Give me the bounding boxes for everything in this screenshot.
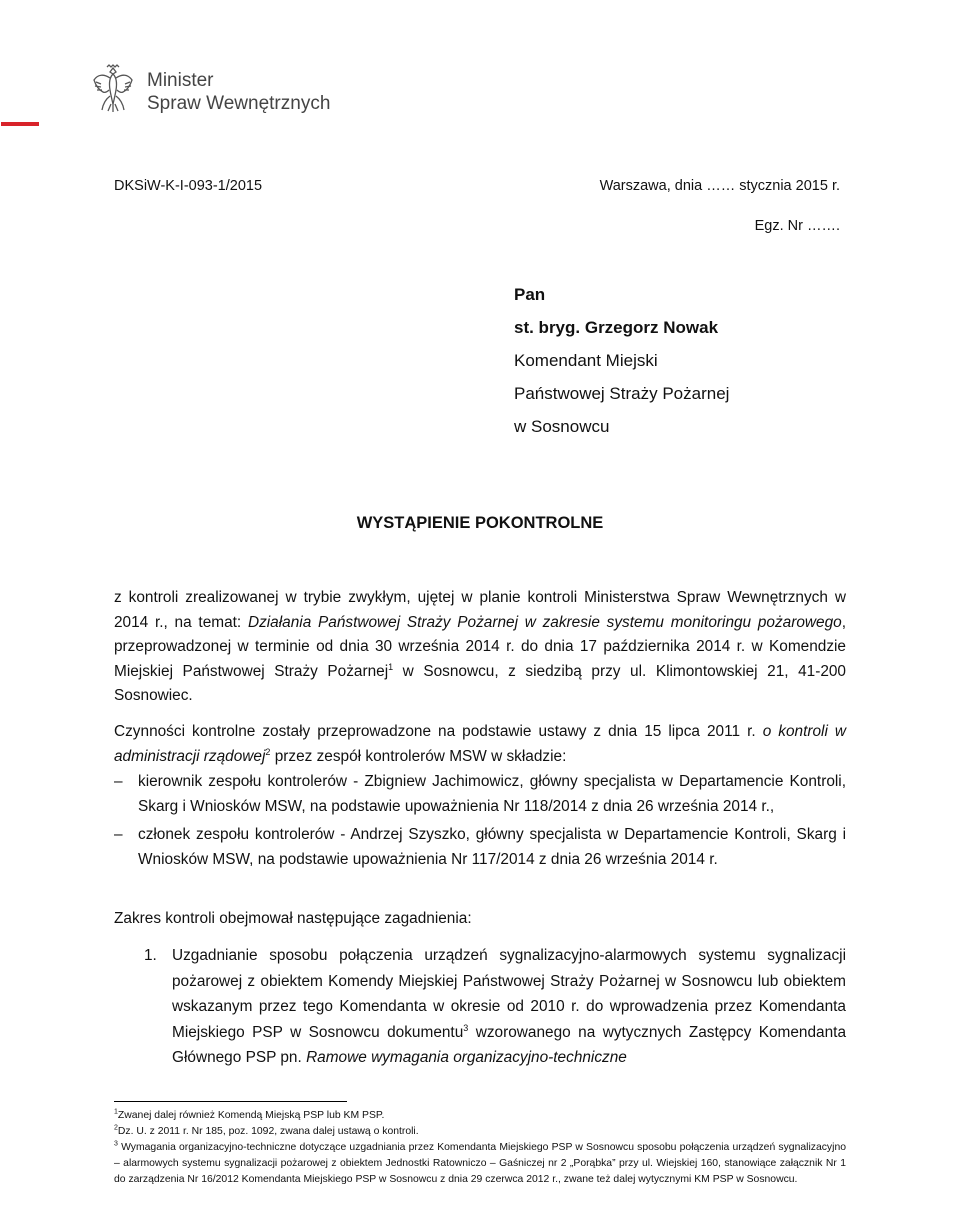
- list-item: [114, 770, 846, 819]
- legal-basis-paragraph: [114, 720, 846, 769]
- eagle-emblem-icon: [92, 64, 134, 114]
- scope-text-b: wzorowanego na wytycznych Zastępcy Komendanta Głównego PSP pn.: [172, 1023, 846, 1066]
- legal-text-b: przez zespół kontrolerów MSW w składzie:: [270, 747, 567, 765]
- list-bullet: –: [114, 773, 123, 790]
- scope-item-text: [172, 943, 846, 1071]
- document-date: Warszawa, dnia …… stycznia 2015 r.: [599, 178, 840, 194]
- recipient-name: st. bryg. Grzegorz Nowak: [514, 318, 719, 337]
- recipient-salutation: Pan: [514, 285, 546, 304]
- scope-item-number: 1.: [144, 947, 157, 964]
- intro-text-b: , przeprowadzonej w terminie od dnia 30 września 2014 r. do dnia 17 października 2014 r. w Komendzie Miejskiej Państwowej Straży Pożarnej: [114, 613, 846, 680]
- recipient-position: Komendant Miejski: [514, 351, 658, 370]
- recipient-address: [514, 284, 729, 449]
- footnotes: [114, 1108, 846, 1188]
- ministry-name: [147, 69, 330, 115]
- logo-line-2: Spraw Wewnętrznych: [147, 93, 331, 114]
- intro-text-a: z kontroli zrealizowanej w trybie zwykłym, ujętej w planie kontroli Ministerstwa Spraw Wewnętrznych w 2014 r., na temat:: [114, 589, 846, 631]
- legal-text-a: Czynności kontrolne zostały przeprowadzone na podstawie ustawy z dnia 15 lipca 2011 r.: [114, 723, 756, 740]
- intro-paragraph: [114, 586, 846, 709]
- logo-line-1: Minister: [147, 70, 214, 91]
- document-reference: DKSiW-K-I-093-1/2015: [114, 178, 263, 194]
- document-title: WYSTĄPIENIE POKONTROLNE: [356, 514, 604, 532]
- footnote-ref-3: 3: [463, 1022, 469, 1033]
- intro-topic: Działania Państwowej Straży Pożarnej w zakresie systemu monitoringu pożarowego: [247, 613, 842, 631]
- recipient-institution: Państwowej Straży Pożarnej: [514, 384, 730, 403]
- scope-text-italic: Ramowe wymagania organizacyjno-techniczne: [306, 1049, 627, 1066]
- scope-text-a: Uzgadnianie sposobu połączenia urządzeń sygnalizacyjno-alarmowych systemu sygnalizacji pożarowej z obiektem Komendy Miejskiej Państwowej Straży Pożarnej w Sosnowcu lub obiektem wskazanym przez tego Komendanta w okresie od 2010 r. do wprowadzenia przez Komendanta Miejskiego PSP w Sosnowcu dokumentu: [172, 947, 846, 1041]
- list-bullet: –: [114, 826, 123, 843]
- logo-red-bar: [1, 122, 39, 126]
- list-item-text: członek zespołu kontrolerów - Andrzej Szyszko, główny specjalista w Departamencie Kontroli, Skarg i Wniosków MSW, na podstawie upoważnienia Nr 117/2014 z dnia 26 września 2014 r.: [138, 826, 846, 868]
- footnote-ref-2: 2: [265, 746, 271, 757]
- ministry-logo: [92, 64, 352, 128]
- footnote-number: 3: [114, 1140, 118, 1148]
- footnote: [114, 1124, 846, 1140]
- copy-number: Egz. Nr …….: [754, 218, 840, 234]
- footnote-text: Zwanej dalej również Komendą Miejską PSP lub KM PSP.: [117, 1110, 385, 1121]
- scope-intro: Zakres kontroli obejmował następujące zagadnienia:: [114, 910, 472, 927]
- footnote-number: 1: [114, 1108, 118, 1116]
- scope-item: [114, 943, 846, 1071]
- footnote-text: Dz. U. z 2011 r. Nr 185, poz. 1092, zwana dalej ustawą o kontroli.: [117, 1126, 419, 1137]
- team-list: [114, 770, 846, 876]
- footnote: [114, 1140, 846, 1188]
- footnote-number: 2: [114, 1124, 118, 1132]
- intro-text-c: w Sosnowcu, z siedzibą przy ul. Klimontowskiej 21, 41-200 Sosnowiec.: [114, 662, 846, 704]
- recipient-city: w Sosnowcu: [514, 417, 610, 436]
- list-item-text: kierownik zespołu kontrolerów - Zbigniew Jachimowicz, główny specjalista w Departamencie Kontroli, Skarg i Wniosków MSW, na podstawie upoważnienia Nr 118/2014 z dnia 26 września 2014 r.,: [138, 773, 846, 815]
- list-item: [114, 823, 846, 872]
- legal-act-title: o kontroli w administracji rządowej: [114, 723, 846, 765]
- footnote-text: Wymagania organizacyjno-techniczne dotyczące uzgadniania przez Komendanta Miejskiego PSP w Sosnowcu sposobu połączenia urządzeń sygnalizacyjno – alarmowych systemu sygnalizacji pożarowej z obiektem Jednostki Ratowniczo – Gaśniczej nr 2 „Porąbka” przy ul. Wiejskiej 160, stanowiące załącznik Nr 1 do zarządzenia Nr 16/2012 Komendanta Miejskiego PSP w Sosnowcu z dnia 29 czerwca 2012 r., zwane też dalej wytycznymi KM PSP w Sosnowcu.: [114, 1142, 846, 1185]
- footnote-ref-1: 1: [388, 661, 394, 672]
- footnote-separator: [114, 1101, 347, 1102]
- footnote: [114, 1108, 846, 1124]
